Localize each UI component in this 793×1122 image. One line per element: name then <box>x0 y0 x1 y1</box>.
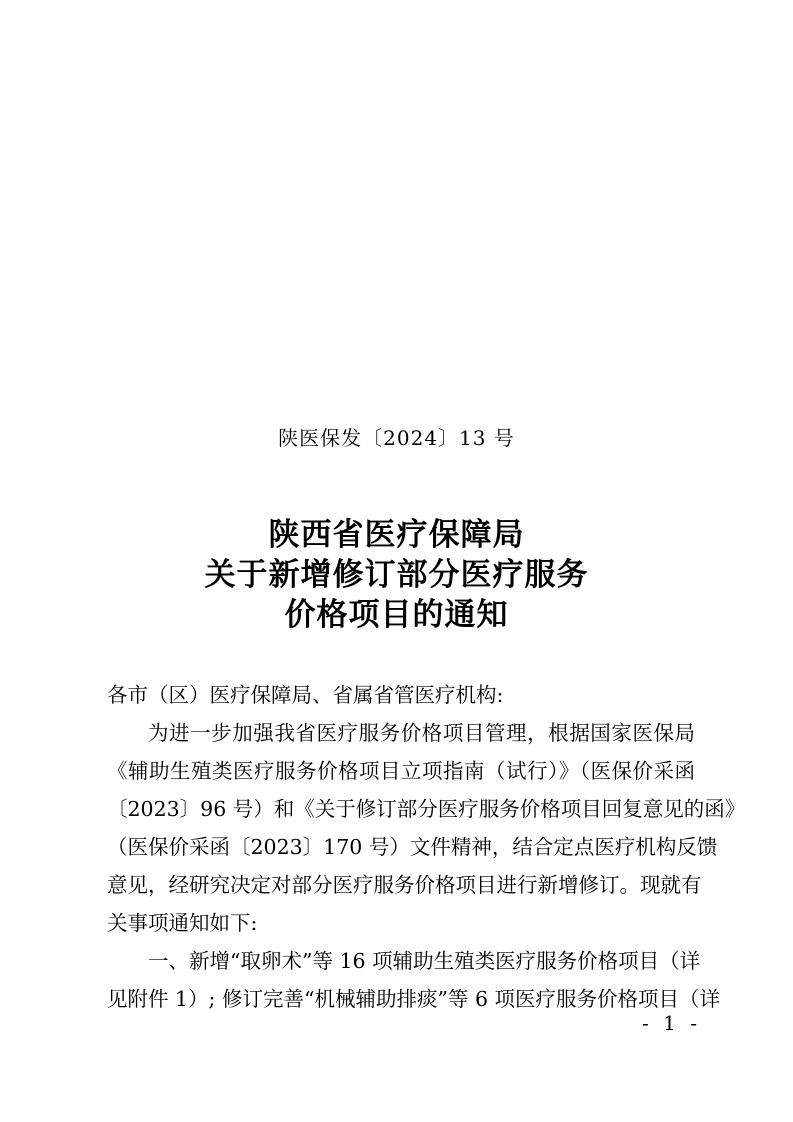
salutation-line: 各市（区）医疗保障局、省属省管医疗机构: <box>107 683 504 707</box>
body-line: 一、新增“取卵术”等 16 项辅助生殖类医疗服务价格项目（详 <box>148 949 701 973</box>
body-line: 关事项通知如下: <box>107 911 258 935</box>
body-line: 〔2023〕96 号）和《关于修订部分医疗服务价格项目回复意见的函》 <box>107 797 746 821</box>
document-number: 陕医保发〔2024〕13 号 <box>278 426 515 450</box>
title-line-2: 关于新增修订部分医疗服务 <box>204 557 589 593</box>
body-line: 见附件 1）; 修订完善“机械辅助排痰”等 6 项医疗服务价格项目（详 <box>107 987 721 1011</box>
body-line: 《辅助生殖类医疗服务价格项目立项指南（试行）》（医保价采函 <box>107 759 695 783</box>
body-line: （医保价采函〔2023〕170 号）文件精神，结合定点医疗机构反馈 <box>107 835 718 859</box>
document-title <box>0 515 793 635</box>
page-number: - 1 - <box>642 1011 701 1035</box>
document-body <box>107 676 746 1018</box>
title-line-1: 陕西省医疗保障局 <box>268 517 525 553</box>
title-line-3: 价格项目的通知 <box>284 597 509 633</box>
body-line: 意见，经研究决定对部分医疗服务价格项目进行新增修订。现就有 <box>107 873 702 897</box>
body-line: 为进一步加强我省医疗服务价格项目管理，根据国家医保局 <box>148 721 695 745</box>
